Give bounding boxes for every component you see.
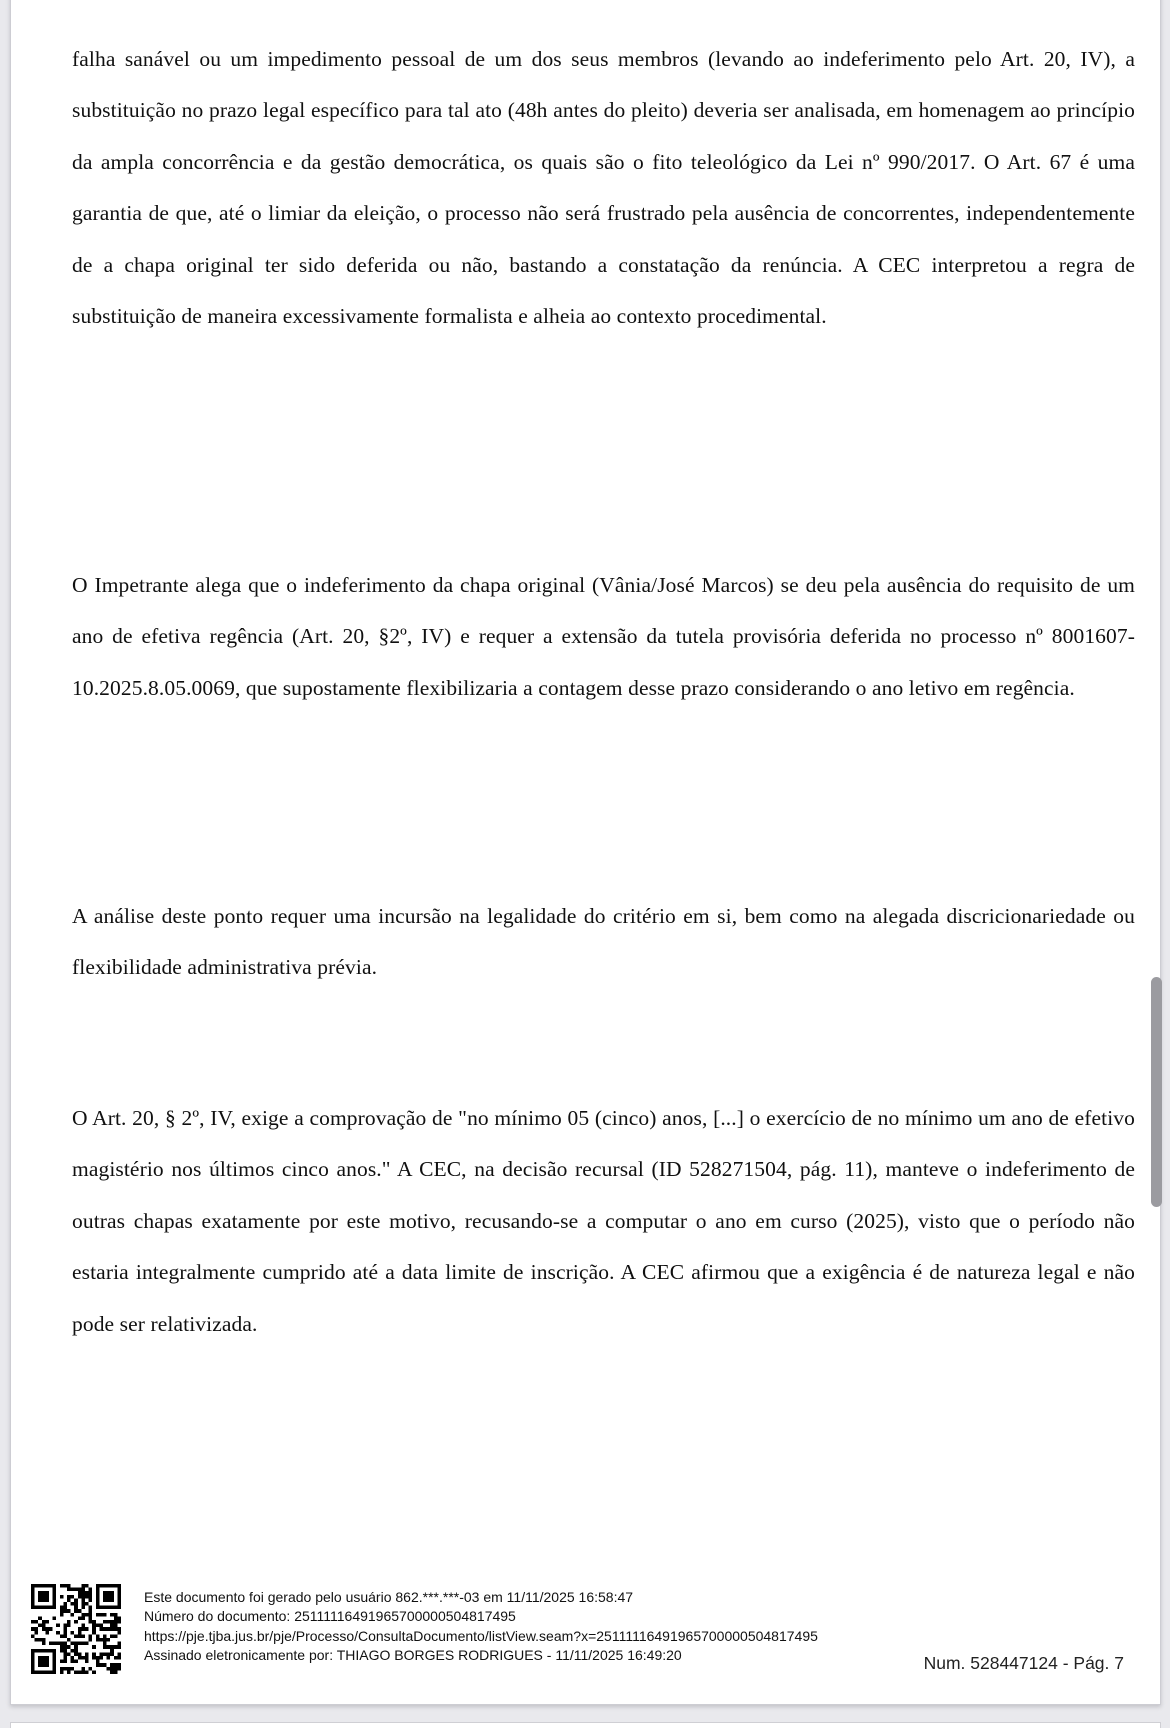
body-paragraph: falha sanável ou um impedimento pessoal de um dos seus membros (levando ao indeferimento pelo Art. 20, IV), a substituição no prazo legal específico para tal ato (48h antes do pleito) deveria ser analisada, em homenagem ao princípio da ampla concorrência e da gestão democrática, os quais são o fito teleológico da Lei nº 990/2017. O Art. 67 é uma garantia de que, até o limiar da eleição, o processo não será frustrado pela ausência de concorrentes, independentemente de a chapa original ter sido deferida ou não, bastando a constatação da renúncia. A CEC interpretou a regra de substituição de maneira excessivamente formalista e alheia ao contexto procedimental. [72, 47, 1135, 329]
footer-verification-url: https://pje.tjba.jus.br/pje/Processo/ConsultaDocumento/listView.seam?x=25111116491965700000504817495 [144, 1627, 818, 1644]
page-number-label: Num. 528447124 - Pág. 7 [923, 1653, 1124, 1673]
footer-signed-by: Assinado eletronicamente por: THIAGO BORGES RODRIGUES - 11/11/2025 16:49:20 [144, 1647, 682, 1664]
next-page-edge [10, 1722, 1161, 1728]
qr-code [31, 1584, 121, 1674]
footer-document-number: Número do documento: 25111116491965700000504817495 [144, 1608, 516, 1625]
body-paragraph: O Impetrante alega que o indeferimento da chapa original (Vânia/José Marcos) se deu pela ausência do requisito de um ano de efetiva regência (Art. 20, §2º, IV) e requer a extensão da tutela provisória deferida no processo nº 8001607-10.2025.8.05.0069, que supostamente flexibilizaria a contagem desse prazo considerando o ano letivo em regência. [72, 573, 1135, 700]
footer-generated-line: Este documento foi gerado pelo usuário 862.***.***-03 em 11/11/2025 16:58:47 [144, 1589, 634, 1605]
body-paragraph: A análise deste ponto requer uma incursão na legalidade do critério em si, bem como na alegada discricionariedade ou flexibilidade administrativa prévia. [72, 904, 1135, 980]
body-paragraph: O Art. 20, § 2º, IV, exige a comprovação de "no mínimo 05 (cinco) anos, [...] o exercício de no mínimo um ano de efetivo magistério nos últimos cinco anos." A CEC, na decisão recursal (ID 528271504, pág. 11), manteve o indeferimento de outras chapas exatamente por este motivo, recusando-se a computar o ano em curso (2025), visto que o período não estaria integralmente cumprido até a data limite de inscrição. A CEC afirmou que a exigência é de natureza legal e não pode ser relativizada. [72, 1106, 1135, 1336]
document-page [10, 0, 1161, 1705]
signature-footer [144, 1588, 818, 1666]
vertical-scrollbar-thumb[interactable] [1151, 977, 1162, 1207]
